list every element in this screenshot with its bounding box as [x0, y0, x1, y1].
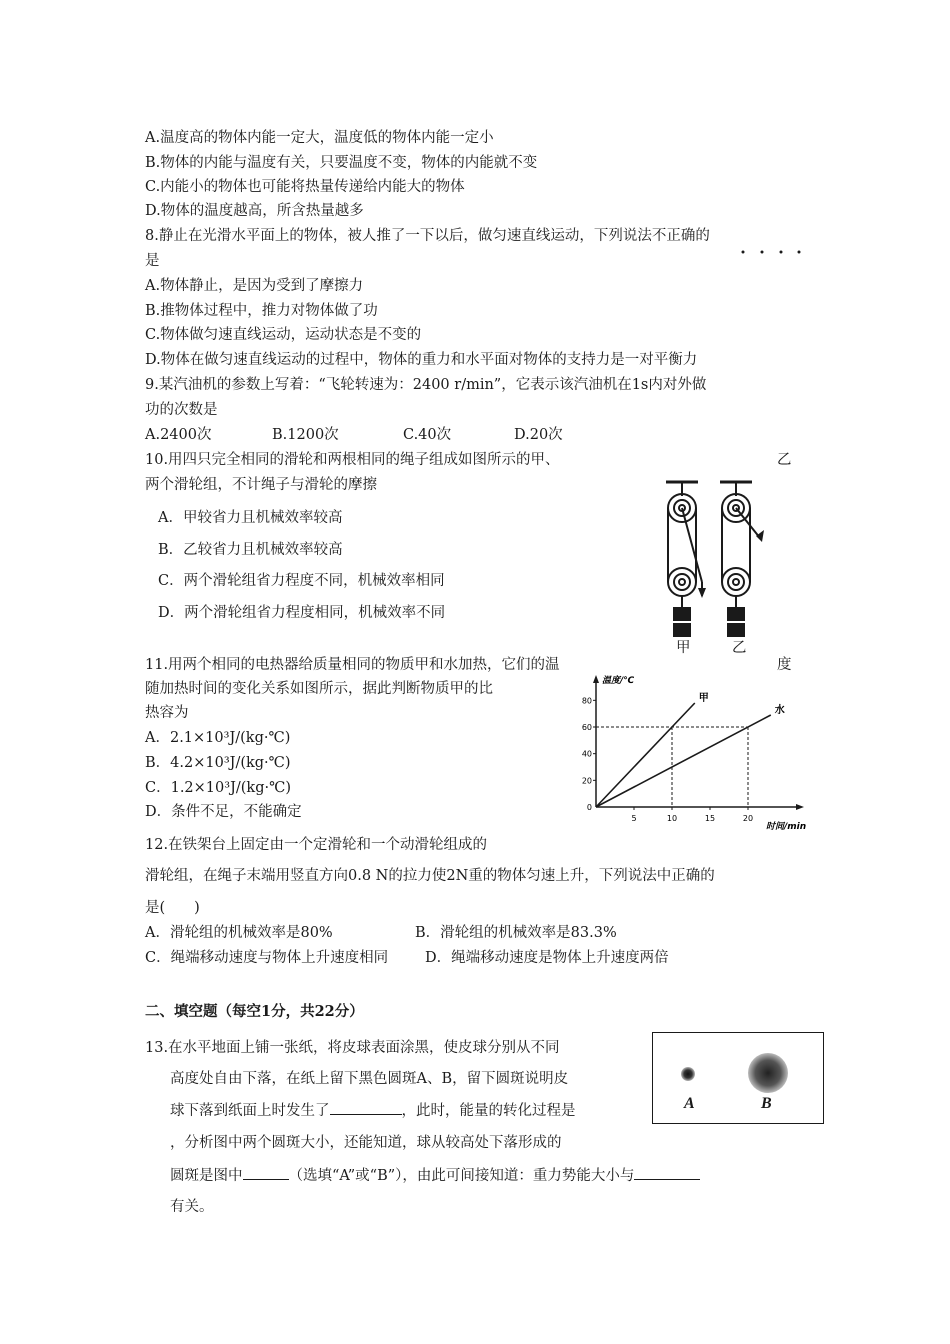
- q11-stem: 11.用两个相同的电热器给质量相同的物质甲和水加热，它们的温: [145, 657, 560, 673]
- q13-line-2: 高度处自由下落，在纸上留下黑色圆斑A、B，留下圆斑说明皮: [170, 1071, 569, 1087]
- q13-line-3-b: ，此时，能量的转化过程是: [401, 1103, 576, 1119]
- answer-blank[interactable]: [634, 1165, 700, 1180]
- q13-line-5-a: 圆斑是图中: [170, 1168, 243, 1184]
- y-tick-label: 0: [586, 803, 592, 812]
- spot-b-label: B: [761, 1095, 772, 1112]
- q9-option-b: B.1200次: [272, 427, 339, 443]
- q12-option-c: C．绳端移动速度与物体上升速度相同: [145, 950, 389, 966]
- emphasis-dots: [737, 249, 807, 255]
- q13-line-4: ，分析图中两个圆斑大小，还能知道，球从较高处下落形成的: [170, 1135, 562, 1151]
- x-tick-label: 10: [666, 814, 678, 823]
- q11-stem-tail: 度: [777, 657, 792, 673]
- series-label: 水: [774, 705, 785, 716]
- q11-stem-cont2: 热容为: [145, 705, 189, 721]
- y-tick-label: 60: [581, 723, 592, 732]
- q13-line-6: 有关。: [170, 1199, 214, 1215]
- q9-option-c: C.40次: [403, 427, 452, 443]
- q12-option-d: D．绳端移动速度是物体上升速度两倍: [425, 950, 669, 966]
- q9-option-d: D.20次: [514, 427, 563, 443]
- q12-option-b: B．滑轮组的机械效率是83.3%: [415, 925, 617, 941]
- q7-option-d: D.物体的温度越高，所含热量越多: [145, 203, 364, 219]
- q12-stem: 12.在铁架台上固定由一个定滑轮和一个动滑轮组成的: [145, 837, 488, 853]
- y-tick-label: 40: [581, 749, 592, 759]
- q11-stem-cont: 随加热时间的变化关系如图所示，据此判断物质甲的比: [145, 681, 493, 697]
- answer-blank[interactable]: [330, 1100, 402, 1115]
- fig-label-yi: 乙: [732, 640, 747, 656]
- q8-stem: 8.静止在光滑水平面上的物体，被人推了一下以后，做匀速直线运动，下列说法不正确的: [145, 228, 710, 244]
- series-line-jia: [596, 703, 695, 807]
- q10-stem: 10.用四只完全相同的滑轮和两根相同的绳子组成如图所示的甲、: [145, 452, 560, 468]
- q11-option-d: D．条件不足，不能确定: [145, 804, 302, 820]
- y-tick-label: 20: [581, 776, 592, 786]
- x-tick-label: 20: [742, 814, 754, 823]
- q12-option-a: A．滑轮组的机械效率是80%: [145, 925, 333, 941]
- y-axis-arrow: [593, 675, 599, 683]
- q8-stem-cont: 是: [145, 253, 160, 269]
- q7-option-a: A.温度高的物体内能一定大，温度低的物体内能一定小: [145, 130, 494, 146]
- q10-option-d: D．两个滑轮组省力程度相同，机械效率不同: [158, 605, 446, 621]
- q7-option-b: B.物体的内能与温度有关，只要温度不变，物体的内能就不变: [145, 155, 538, 171]
- q13-line-3-a: 球下落到纸面上时发生了: [170, 1103, 330, 1119]
- x-tick-label: 15: [704, 814, 716, 823]
- q11-option-c: C．1.2×10³J/(kg·℃): [145, 780, 291, 796]
- y-tick-label: 80: [581, 696, 592, 706]
- spot-figure: [652, 1032, 824, 1124]
- spot-a: [681, 1067, 695, 1081]
- fig-label-jia: 甲: [676, 640, 691, 656]
- q10-option-a: A．甲较省力且机械效率较高: [158, 510, 343, 526]
- q9-option-a: A.2400次: [145, 427, 212, 443]
- q13-line-5: [170, 1165, 700, 1186]
- q8-option-a: A.物体静止，是因为受到了摩擦力: [145, 278, 364, 294]
- spot-b: [748, 1053, 788, 1093]
- pulley-diagram: [652, 478, 782, 658]
- q12-stem-cont: 滑轮组，在绳子末端用竖直方向0.8 N的拉力使2N重的物体匀速上升，下列说法中正确的: [145, 868, 715, 884]
- x-axis-arrow: [796, 804, 804, 810]
- q7-option-c: C.内能小的物体也可能将热量传递给内能大的物体: [145, 179, 465, 195]
- answer-blank[interactable]: [243, 1165, 289, 1180]
- x-tick-label: 5: [631, 814, 637, 823]
- series-label: 甲: [698, 693, 709, 704]
- q8-option-b: B.推物体过程中，推力对物体做了功: [145, 303, 378, 319]
- q13-line-1: 13.在水平地面上铺一张纸，将皮球表面涂黑，使皮球分别从不同: [145, 1040, 560, 1056]
- q9-stem-cont: 功的次数是: [145, 402, 218, 418]
- x-axis-label: 时间/min: [766, 822, 807, 832]
- q9-stem: 9.某汽油机的参数上写着：“飞轮转速为：2400 r/min”，它表示该汽油机在1s内对外做: [145, 377, 707, 393]
- q11-option-b: B．4.2×10³J/(kg·℃): [145, 755, 291, 771]
- q10-stem-tail: 乙: [777, 452, 792, 468]
- y-axis-label: 温度/℃: [602, 676, 635, 686]
- q13-line-3: [170, 1100, 576, 1121]
- q10-option-c: C．两个滑轮组省力程度不同，机械效率相同: [158, 573, 445, 589]
- spot-a-label: A: [684, 1095, 695, 1112]
- q10-option-b: B．乙较省力且机械效率较高: [158, 542, 343, 558]
- q11-option-a: A．2.1×10³J/(kg·℃): [145, 730, 291, 746]
- q10-stem-cont: 两个滑轮组，不计绳子与滑轮的摩擦: [145, 477, 377, 493]
- series-line-water: [596, 715, 771, 807]
- q8-option-d: D.物体在做匀速直线运动的过程中，物体的重力和水平面对物体的支持力是一对平衡力: [145, 352, 698, 368]
- q8-option-c: C.物体做匀速直线运动，运动状态是不变的: [145, 327, 422, 343]
- temperature-chart: [570, 672, 810, 832]
- section-heading: 二、填空题（每空1分，共22分）: [145, 1003, 364, 1020]
- q12-stem-cont2: 是( ): [145, 900, 200, 916]
- q13-line-5-b: （选填“A”或“B”），由此可间接知道：重力势能大小与: [288, 1168, 635, 1184]
